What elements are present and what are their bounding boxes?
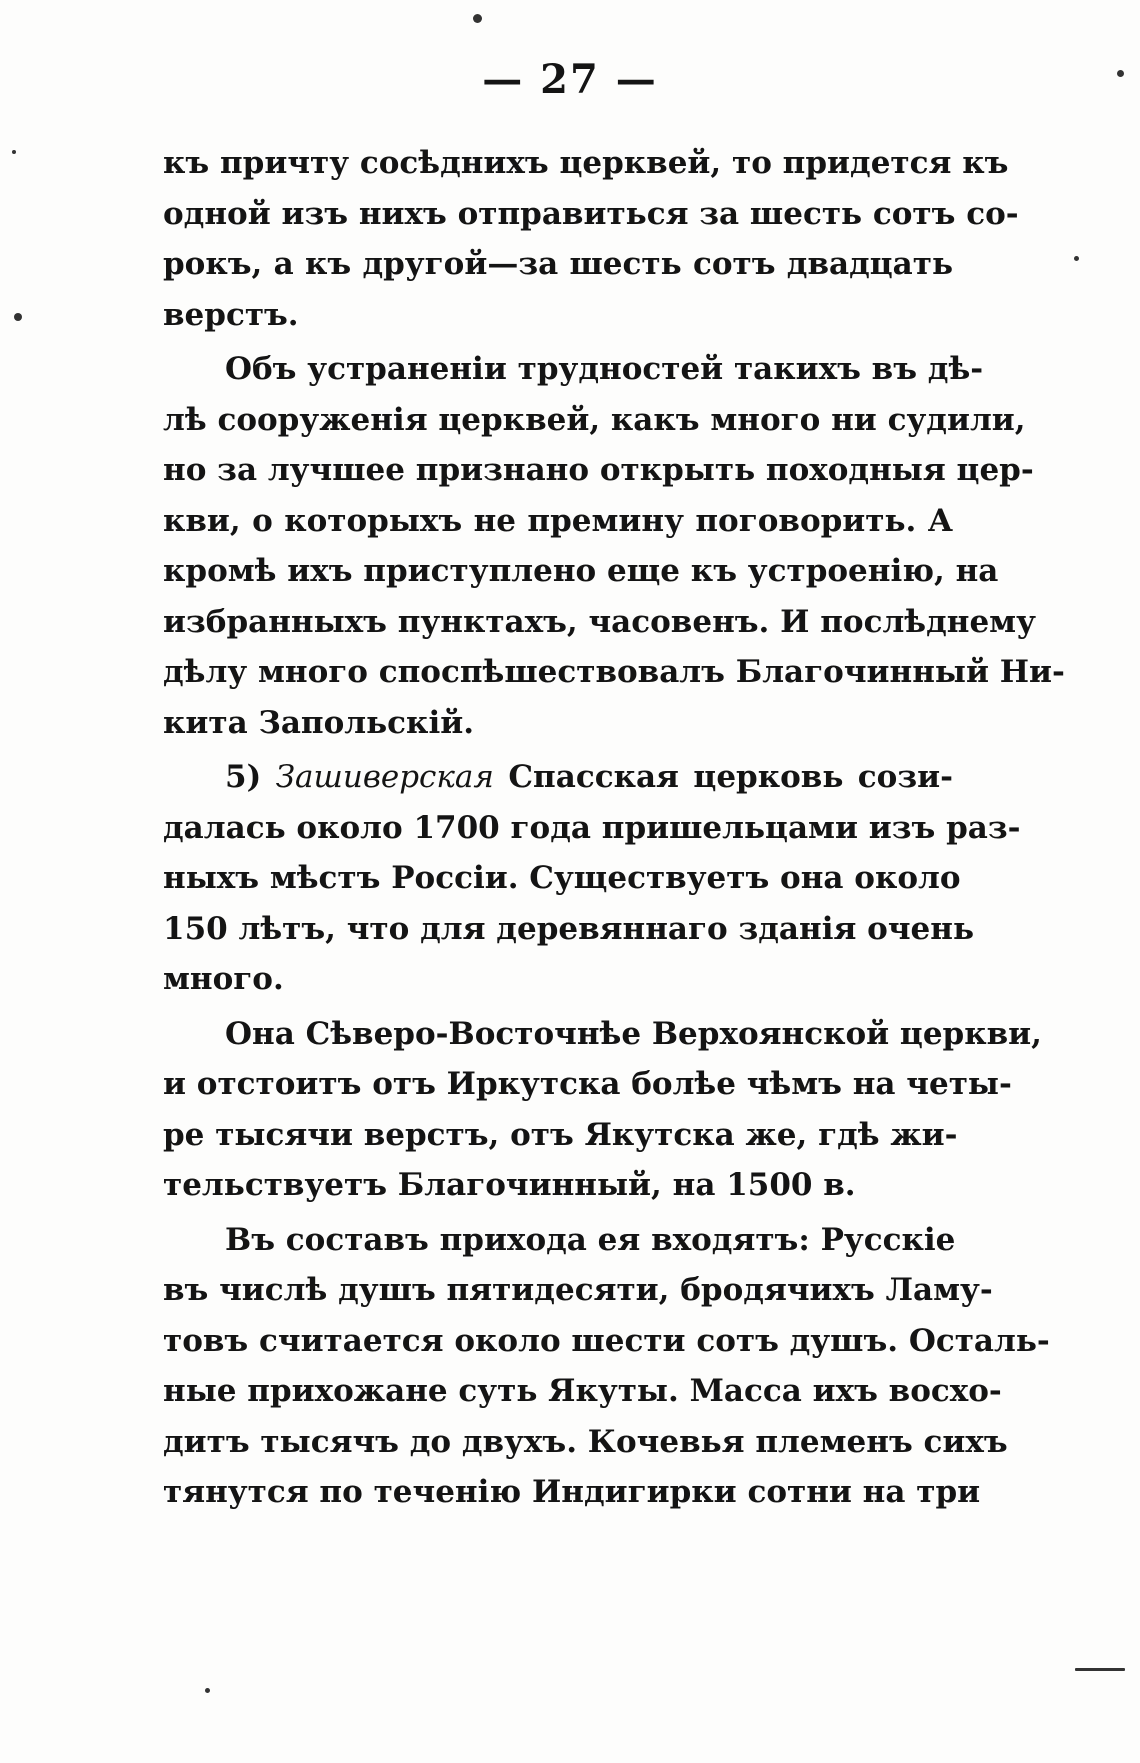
scan-speck bbox=[205, 1688, 210, 1693]
text-line: въ числѣ душъ пятидесяти, бродячихъ Ламу- bbox=[163, 1272, 993, 1308]
text-line: одной изъ нихъ отправиться за шесть сотъ со- bbox=[163, 195, 1019, 232]
scan-speck bbox=[1075, 1668, 1125, 1671]
text-line: далась около 1700 года пришельцами изъ раз- bbox=[163, 809, 1021, 846]
text-line-with-italic bbox=[163, 752, 953, 803]
text-line: тянутся по теченію Индигирки сотни на три bbox=[163, 1474, 981, 1510]
text-line: Объ устраненіи трудностей такихъ въ дѣ- bbox=[225, 351, 984, 387]
scan-speck bbox=[1074, 256, 1079, 261]
text-line: рокъ, а къ другой—за шесть сотъ двадцать bbox=[163, 246, 953, 282]
scan-speck bbox=[473, 14, 482, 23]
text-line: лѣ сооруженія церквей, какъ много ни судили, bbox=[163, 401, 1026, 438]
list-marker: 5) bbox=[225, 759, 276, 795]
text-line: Въ составъ прихода ея входятъ: Русскіе bbox=[225, 1221, 956, 1258]
paragraph-3 bbox=[163, 752, 1021, 1005]
text-line: товъ считается около шести сотъ душъ. Осталь- bbox=[163, 1322, 1050, 1359]
text-line: Она Сѣверо-Восточнѣе Верхоянской церкви, bbox=[225, 1015, 1042, 1052]
text-line: ре тысячи верстъ, отъ Якутска же, гдѣ жи- bbox=[163, 1116, 958, 1153]
text-line: и отстоитъ отъ Иркутска болѣе чѣмъ на четы- bbox=[163, 1066, 1012, 1102]
scan-speck bbox=[1117, 70, 1124, 77]
text-line: дитъ тысячъ до двухъ. Кочевья племенъ сихъ bbox=[163, 1423, 1008, 1460]
text-line: дѣлу много споспѣшествовалъ Благочинный Ни- bbox=[163, 654, 1065, 690]
text-line: верстъ. bbox=[163, 296, 299, 333]
text-line: кита Запольскій. bbox=[163, 704, 474, 741]
text-line: къ причту сосѣднихъ церквей, то придется къ bbox=[163, 145, 1009, 181]
text-line: ныхъ мѣстъ Россіи. Существуетъ она около bbox=[163, 860, 961, 896]
text-fragment: Спасская церковь сози- bbox=[493, 759, 953, 795]
paragraph-2 bbox=[163, 344, 1065, 748]
text-line: тельствуетъ Благочинный, на 1500 в. bbox=[163, 1167, 856, 1203]
text-line: много. bbox=[163, 961, 284, 997]
page-number: — 27 — bbox=[482, 56, 658, 103]
text-line: 150 лѣтъ, что для деревяннаго зданія очень bbox=[163, 910, 974, 947]
paragraph-5 bbox=[163, 1215, 1050, 1518]
text-column bbox=[163, 138, 1065, 1518]
paragraph-1 bbox=[163, 138, 1019, 340]
text-line: кви, о которыхъ не премину поговорить. А bbox=[163, 502, 953, 539]
text-line: но за лучшее признано открыть походныя цер- bbox=[163, 452, 1034, 488]
italic-place-name: Зашиверская bbox=[275, 759, 494, 795]
scan-speck bbox=[12, 150, 16, 154]
paragraph-4 bbox=[163, 1009, 1042, 1211]
text-line: ные прихожане суть Якуты. Масса ихъ восхо- bbox=[163, 1373, 1002, 1409]
scan-speck bbox=[14, 313, 22, 321]
text-line: кромѣ ихъ приступлено еще къ устроенію, на bbox=[163, 553, 999, 589]
text-line: избранныхъ пунктахъ, часовенъ. И послѣднему bbox=[163, 603, 1036, 640]
